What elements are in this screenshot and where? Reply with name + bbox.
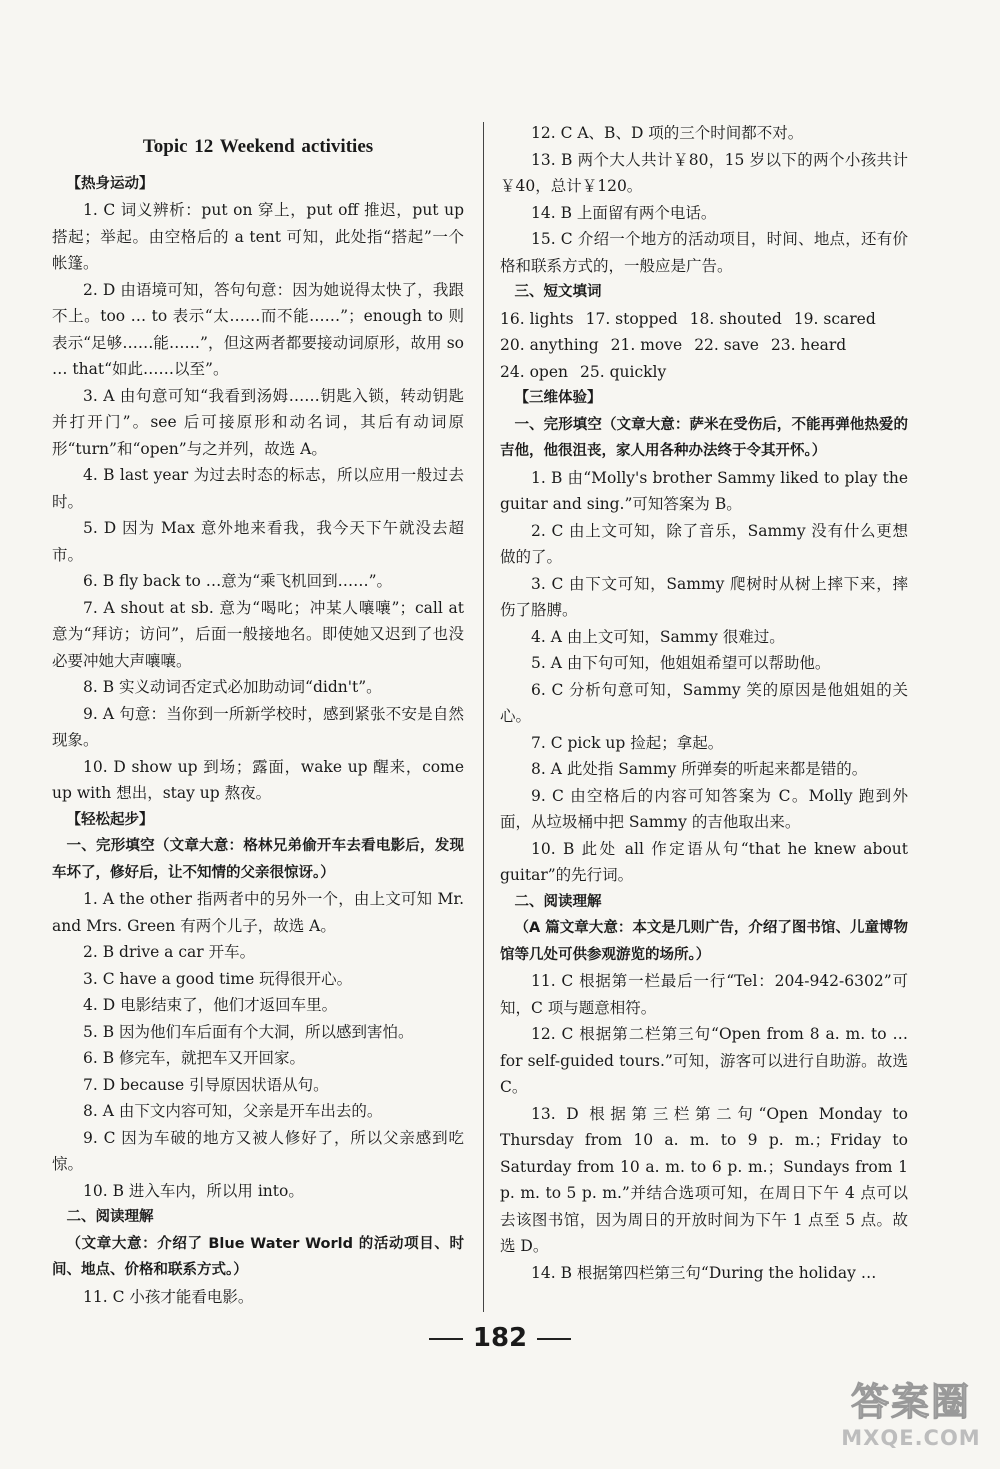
answer-explanation: 13. D 根据第三栏第二句“Open Monday to Thursday from 10 a. m. to 9 p. m.；Friday to Saturday from 10 a. m. to 6 p. m.；Sundays from 1 p. m. to 5 p. m.”并结合选项可知，在周日下午 4 点可以去该图书馆，因为周日的开放时间为下午 1 点至 5 点。故选 D。 [500, 1104, 908, 1255]
answer-explanation: 11. C 小孩才能看电影。 [83, 1287, 254, 1306]
answer-explanation: 10. B 此处 all 作定语从句“that he knew about guitar”的先行词。 [500, 839, 908, 884]
left-column [52, 120, 464, 1310]
answer-explanation: 4. A 由上文可知，Sammy 很难过。 [531, 627, 785, 646]
page-number [0, 1323, 1000, 1353]
column-divider [483, 122, 484, 1312]
answer-explanation: 10. D show up 到场；露面，wake up 醒来，come up with 想出，stay up 熬夜。 [52, 757, 464, 802]
answer-explanation: 5. B 因为他们车后面有个大洞，所以感到害怕。 [83, 1022, 414, 1041]
answer-explanation: 6. B fly back to …意为“乘飞机回到……”。 [83, 572, 393, 590]
watermark-url: MXQE.COM [841, 1426, 981, 1450]
passage-summary: 一、完形填空（文章大意：萨米在受伤后，不能再弹他热爱的吉他，他很沮丧，家人用各种办法终于令其开怀。） [500, 416, 908, 459]
answer-explanation: 3. C 由下文可知，Sammy 爬树时从树上摔下来，摔伤了胳膊。 [500, 574, 908, 619]
passage-summary: （A 篇文章大意：本文是几则广告，介绍了图书馆、儿童博物馆等几处可供参观游览的场所。） [500, 920, 908, 963]
word-answer: 17. stopped [585, 309, 678, 328]
answer-explanation: 13. B 两个大人共计￥80，15 岁以下的两个小孩共计￥40，总计￥120。 [500, 150, 908, 195]
answer-explanation: 7. C pick up 捡起；拿起。 [531, 733, 724, 752]
answer-explanation: 15. C 介绍一个地方的活动项目，时间、地点，还有价格和联系方式的，一般应是广告。 [500, 230, 908, 275]
answer-explanation: 2. B drive a car 开车。 [83, 943, 256, 961]
page-number-dash-right [537, 1338, 571, 1340]
word-answer: 18. shouted [689, 309, 782, 328]
answer-explanation: 14. B 根据第四栏第三句“During the holiday … [531, 1263, 877, 1282]
word-answer: 20. anything [500, 336, 599, 354]
answer-explanation: 1. A the other 指两者中的另外一个，由上文可知 Mr. and Mrs. Green 有两个儿子，故选 A。 [52, 890, 464, 935]
answer-explanation: 8. A 由下文内容可知，父亲是开车出去的。 [83, 1102, 383, 1120]
answer-explanation: 8. A 此处指 Sammy 所弹奏的听起来都是错的。 [531, 760, 868, 778]
passage-summary: （文章大意：介绍了 Blue Water World 的活动项目、时间、地点、价格和联系方式。） [52, 1235, 464, 1278]
answer-explanation: 12. C 根据第二栏第三句“Open from 8 a. m. to … for self-guided tours.”可知，游客可以进行自助游。故选 C。 [500, 1025, 908, 1096]
section-heading: 二、阅读理解 [514, 893, 602, 910]
section-heading: 三、短文填词 [514, 284, 602, 300]
answer-explanation: 8. B 实义动词否定式必加助动词“didn't”。 [83, 678, 382, 696]
watermark-logo [836, 1371, 986, 1461]
answer-explanation: 9. C 由空格后的内容可知答案为 C。Molly 跑到外面，从垃圾桶中把 Sammy 的吉他取出来。 [500, 786, 908, 831]
word-answer: 23. heard [770, 336, 847, 354]
answer-explanation: 14. B 上面留有两个电话。 [531, 203, 717, 222]
answer-explanation: 3. A 由句意可知“我看到汤姆……钥匙入锁，转动钥匙并打开门”。see 后可接原形和动名词，其后有动词原形“turn”和“open”与之并列，故选 A。 [52, 386, 464, 458]
word-answer: 24. open [500, 362, 568, 381]
answer-explanation: 5. D 因为 Max 意外地来看我，我今天下午就没去超市。 [52, 519, 464, 564]
answer-explanation: 4. D 电影结束了，他们才返回车里。 [83, 996, 338, 1014]
section-heading: 【热身运动】 [66, 175, 154, 192]
answer-explanation: 2. D 由语境可知，答句句意：因为她说得太快了，我跟不上。too … to 表示“太……而不能……”；enough to 则表示“足够……能……”，但这两者都要接动词原形，故用 so … that“如此……以至”。 [52, 280, 464, 378]
word-answer: 21. move [610, 336, 683, 354]
section-heading: 【轻松起步】 [66, 811, 154, 828]
answer-explanation: 1. C 词义辨析：put on 穿上，put off 推迟，put up 搭起；举起。由空格后的 a tent 可知，此处指“搭起”一个帐篷。 [52, 201, 464, 272]
answer-explanation: 6. B 修完车，就把车又开回家。 [83, 1049, 306, 1067]
passage-summary: 一、完形填空（文章大意：格林兄弟偷开车去看电影后，发现车坏了，修好后，让不知情的父亲很惊讶。） [52, 838, 464, 881]
page-number-dash-left [429, 1338, 463, 1340]
answer-explanation: 7. A shout at sb. 意为“喝叱；冲某人嚷嚷”；call at 意为“拜访；访问”，后面一般接地名。即使她又迟到了也没必要冲她大声嚷嚷。 [52, 598, 464, 670]
watermark-logo-text: 答案圈 [850, 1380, 971, 1424]
answer-explanation: 11. C 根据第一栏最后一行“Tel：204-942-6302”可知，C 项与题意相符。 [500, 972, 908, 1017]
answer-explanation: 1. B 由“Molly's brother Sammy liked to play the guitar and sing.”可知答案为 B。 [500, 468, 908, 513]
answer-explanation: 6. C 分析句意可知，Sammy 笑的原因是他姐姐的关心。 [500, 680, 908, 725]
answer-explanation: 9. A 句意：当你到一所新学校时，感到紧张不安是自然现象。 [52, 704, 464, 749]
answer-explanation: 5. A 由下句可知，他姐姐希望可以帮助他。 [531, 654, 831, 672]
word-answer: 22. save [694, 336, 759, 354]
word-answer: 19. scared [793, 309, 876, 328]
answer-explanation: 3. C have a good time 玩得很开心。 [83, 969, 353, 988]
section-heading: 【三维体验】 [514, 390, 602, 406]
answer-explanation: 9. C 因为车破的地方又被人修好了，所以父亲感到吃惊。 [52, 1128, 464, 1173]
answer-explanation: 10. B 进入车内，所以用 into。 [83, 1181, 304, 1200]
page-title: Topic 12 Weekend activities [142, 136, 374, 157]
answer-explanation: 2. C 由上文可知，除了音乐，Sammy 没有什么更想做的了。 [500, 521, 908, 566]
word-answer-list [500, 306, 908, 386]
section-heading: 二、阅读理解 [66, 1209, 154, 1225]
word-answer: 25. quickly [580, 362, 667, 381]
answer-explanation: 4. B last year 为过去时态的标志，所以应用一般过去时。 [52, 466, 464, 511]
answer-explanation: 7. D because 引导原因状语从句。 [83, 1075, 329, 1094]
right-column [500, 120, 908, 1286]
page-number-text: 182 [472, 1323, 528, 1353]
word-answer: 16. lights [500, 309, 574, 328]
answer-explanation: 12. C A、B、D 项的三个时间都不对。 [531, 124, 804, 142]
